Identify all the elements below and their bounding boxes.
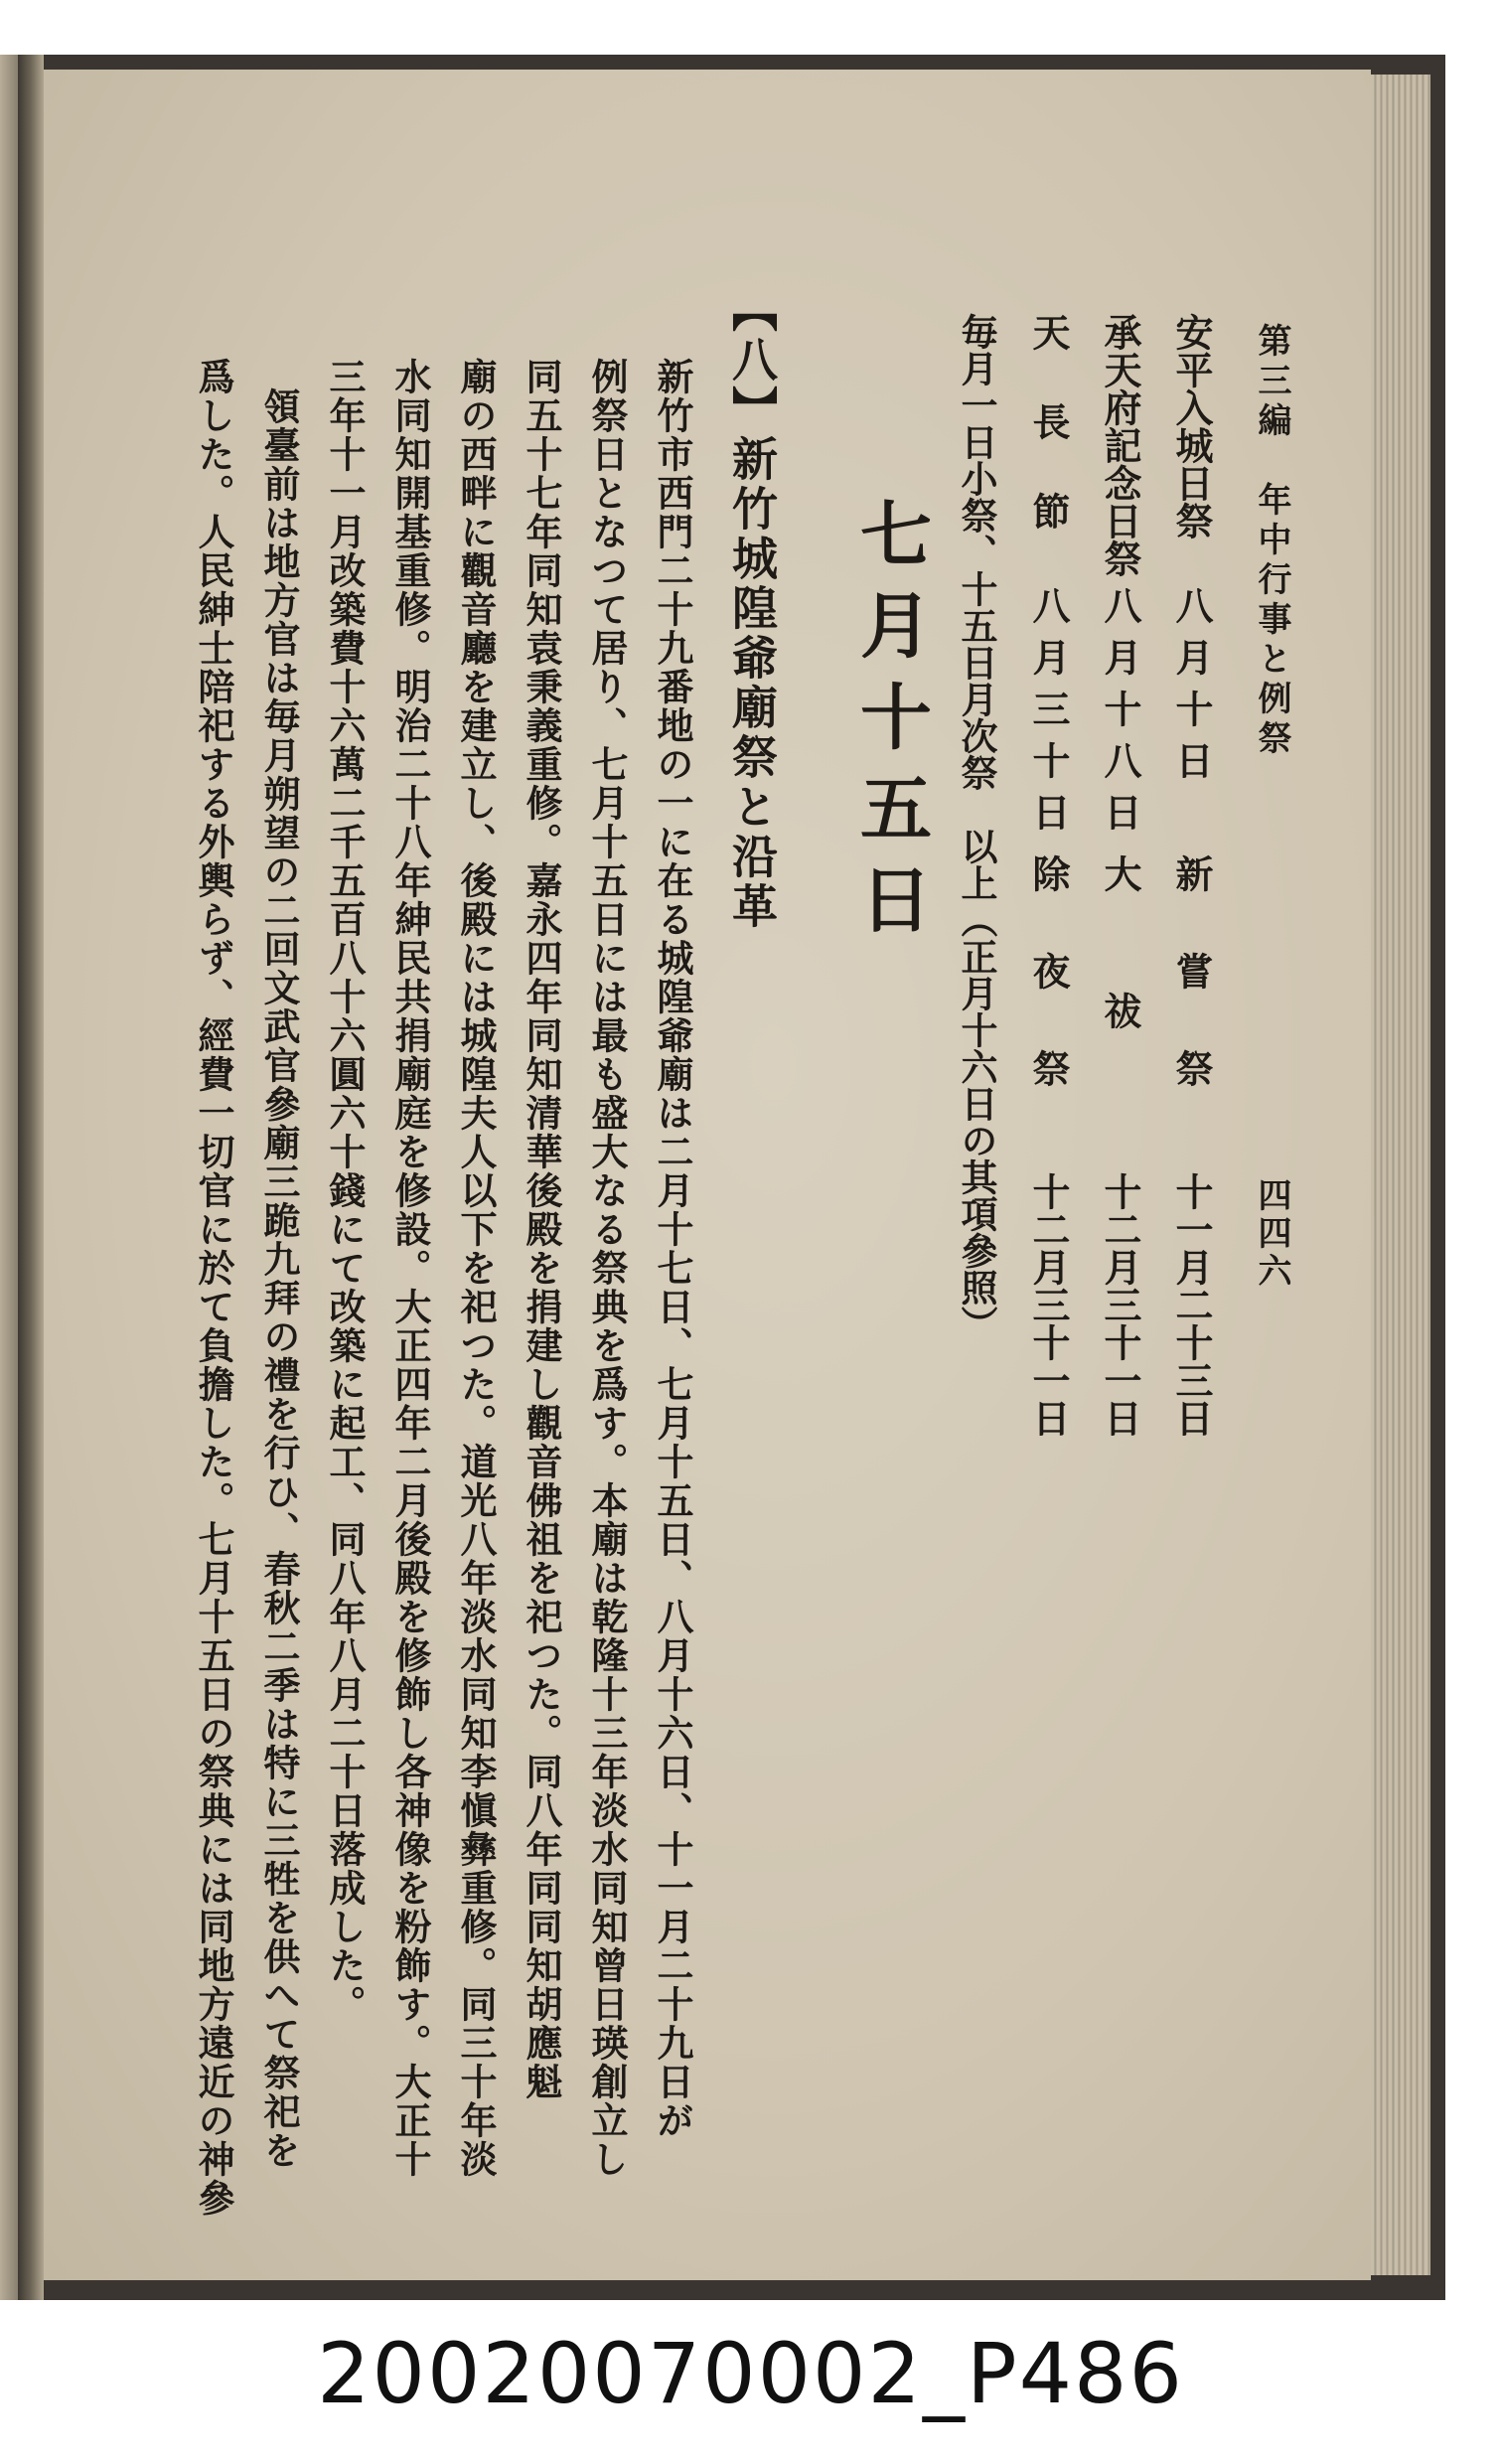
- event-date: 八月三十日: [1026, 586, 1071, 845]
- body-column: 廟の西畔に觀音廳を建立し、後殿には城隍夫人以下を祀つた。道光八年淡水同知李愼彝重修。同三十年淡: [454, 358, 498, 2179]
- event-name: 新嘗祭: [1169, 854, 1214, 1147]
- image-caption: 20020070002_P486: [317, 2325, 1184, 2422]
- event-name: 除夜祭: [1026, 854, 1071, 1147]
- event-name: 大祓: [1098, 854, 1142, 1129]
- page-number: 四四六: [1252, 1177, 1291, 1291]
- body-column: 例祭日となつて居り、七月十五日には最も盛大なる祭典を爲す。本廟は乾隆十三年淡水同知曾日瑛創立し: [585, 358, 629, 2179]
- event-name: 安平入城日祭: [1169, 313, 1214, 539]
- body-column: 領臺前は地方官は毎月朔望の二回文武官參廟三跪九拜の禮を行ひ、春秋二季は特に三牲を供へて祭祀を: [257, 387, 301, 2170]
- body-column: 三年十一月改築費十六萬二千五百八十六圓六十錢にて改築に起工、同八年八月二十日落成した。: [323, 358, 367, 2024]
- body-column: 新竹市西門二十九番地の一に在る城隍爺廟は二月十七日、七月十五日、八月十六日、十一月二十九日が: [651, 358, 694, 2140]
- book-gutter: [18, 55, 44, 2300]
- section-title: 【八】新竹城隍爺廟祭と沿革: [725, 286, 779, 932]
- running-head: 第三編 年中行事と例祭: [1252, 323, 1291, 760]
- event-date: 十二月三十一日: [1098, 1172, 1142, 1437]
- book-page: [44, 70, 1371, 2280]
- event-name: 天長節: [1026, 313, 1071, 581]
- body-column: 水同知開基重修。明治二十八年紳民共捐廟庭を修設。大正四年二月後殿を修飾し各神像を粉飾す。大正十: [388, 358, 432, 2179]
- body-column: 同五十七年同知袁秉義重修。嘉永四年同知清華後殿を捐建し觀音佛祖を祀つた。同八年同同知胡應魁: [520, 358, 563, 2101]
- event-date: 八月十日: [1169, 586, 1214, 793]
- body-column: 爲した。人民紳士陪祀する外輿らず、經費一切官に於て負擔した。七月十五日の祭典には同地方遠近の神參: [192, 358, 235, 2218]
- month-heading: 七月十五日: [848, 497, 933, 954]
- monthly-note: 毎月一日小祭、十五日月次祭 以上（正月十六日の其項參照）: [955, 313, 998, 1342]
- event-date: 八月十八日: [1098, 586, 1142, 845]
- event-name: 承天府記念日祭: [1098, 313, 1142, 577]
- facing-page-edge: [0, 55, 18, 2300]
- event-date: 十二月三十一日: [1026, 1172, 1071, 1437]
- page-edges: [1371, 75, 1430, 2275]
- event-date: 十一月二十三日: [1169, 1172, 1214, 1437]
- book-spread: [0, 55, 1445, 2300]
